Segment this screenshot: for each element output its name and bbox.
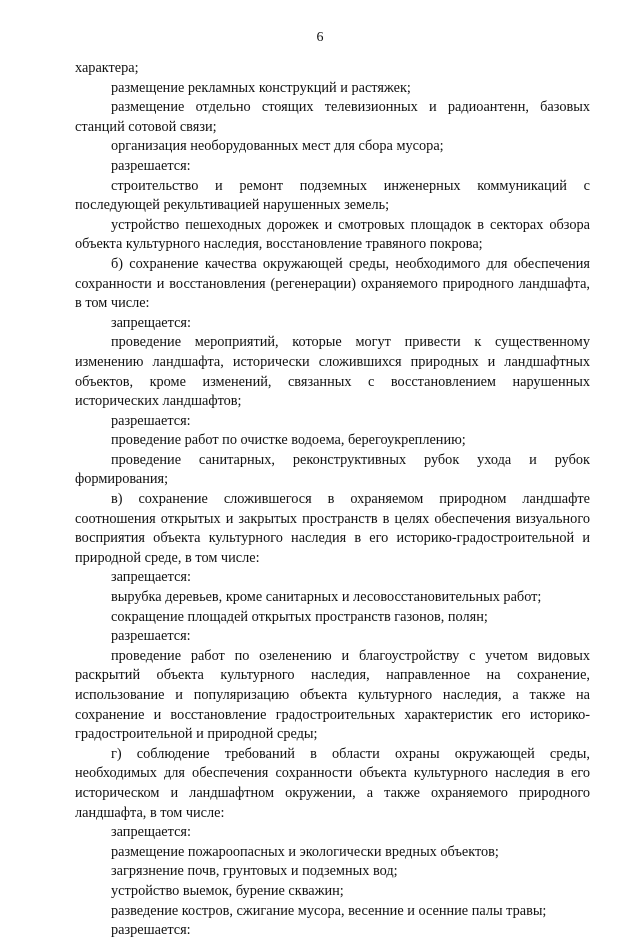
paragraph-22: загрязнение почв, грунтовых и подземных вод;	[111, 863, 398, 880]
paragraph-23: устройство выемок, бурение скважин;	[111, 882, 344, 899]
paragraph-6: устройство пешеходных дорожек и смотровых площадок в секторах обзора объекта культурного наследия, восстановление травяного покрова;	[75, 216, 590, 253]
paragraph-17: разрешается:	[111, 628, 191, 645]
paragraph-13: в) сохранение сложившегося в охраняемом природном ландшафте соотношения открытых и закрытых пространств в целях обеспечения визуального восприятия объекта культурного наследия в его историко-градостроительной и природной среде, в том числе:	[75, 491, 590, 566]
paragraph-4: разрешается:	[111, 157, 191, 174]
paragraph-19: г) соблюдение требований в области охраны окружающей среды, необходимых для обеспечения сохранности объекта культурного наследия в его историческом и ландшафтном окружении, а также охраняемого природного ландшафта, в том числе:	[75, 745, 590, 821]
paragraph-11: проведение работ по очистке водоема, берегоукреплению;	[111, 432, 466, 449]
paragraph-24: разведение костров, сжигание мусора, весенние и осенние палы травы;	[111, 902, 547, 919]
paragraph-5: строительство и ремонт подземных инженерных коммуникаций с последующей рекультивацией нарушенных земель;	[75, 177, 590, 214]
paragraph-2: размещение отдельно стоящих телевизионных и радиоантенн, базовых станций сотовой связи;	[75, 99, 590, 135]
paragraph-16: сокращение площадей открытых пространств газонов, полян;	[111, 608, 488, 625]
paragraph-10: разрешается:	[111, 412, 191, 429]
paragraph-21: размещение пожароопасных и экологически вредных объектов;	[111, 843, 499, 860]
paragraph-1: размещение рекламных конструкций и растяжек;	[111, 79, 411, 96]
paragraph-12: проведение санитарных, реконструктивных рубок ухода и рубок формирования;	[75, 451, 590, 488]
paragraph-15: вырубка деревьев, кроме санитарных и лесовосстановительных работ;	[111, 589, 542, 606]
paragraph-18: проведение работ по озеленению и благоустройству с учетом видовых раскрытий объекта культурного наследия, направленное на сохранение, использование и популяризацию объекта культурного наследия, а также на сохранение и восстановление градостроительных характеристик его историко-градостроительной и природной среды;	[75, 647, 590, 743]
paragraph-8: запрещается:	[111, 314, 191, 331]
paragraph-7: б) сохранение качества окружающей среды, необходимого для обеспечения сохранности и восстановления (регенерации) охраняемого природного ландшафта, в том числе:	[75, 255, 590, 312]
page-number: 6	[316, 30, 324, 45]
paragraph-3: организация необорудованных мест для сбора мусора;	[111, 138, 444, 155]
paragraph-20: запрещается:	[111, 824, 191, 841]
document-body	[75, 59, 590, 941]
paragraph-0: характера;	[75, 60, 139, 76]
paragraph-25: разрешается:	[111, 922, 191, 939]
paragraph-9: проведение мероприятий, которые могут привести к существенному изменению ландшафта, исторически сложившихся природных и ландшафтных объектов, кроме изменений, связанных с восстановлением нарушенных исторических ландшафтов;	[75, 334, 590, 410]
paragraph-14: запрещается:	[111, 569, 191, 586]
